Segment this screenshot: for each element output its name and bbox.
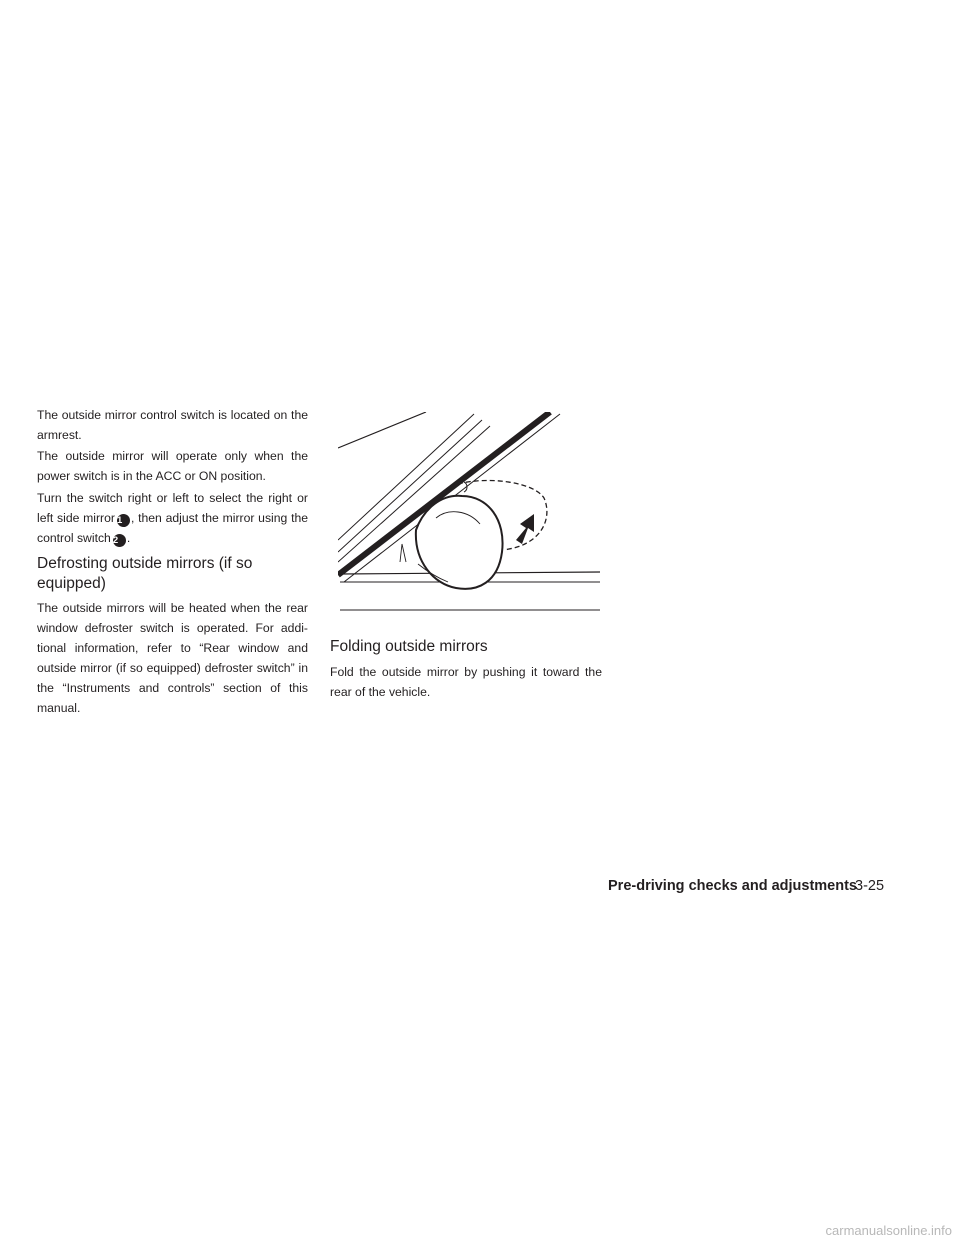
select-mirror-text-3: . [126,531,131,545]
paragraph-select-mirror [37,488,308,548]
select-mirror-text-1: Turn the switch right or left to select the right or left side mirror [37,491,308,525]
folding-mirror-illustration [338,412,600,614]
paragraph-power-condition: The outside mirror will operate only when the power switch is in the ACC or ON position. [37,449,308,483]
paragraph-folding: Fold the outside mirror by pushing it toward the rear of the vehicle. [330,665,602,699]
select-mirror-text-2: , then adjust the mirror using the control switch [37,511,309,545]
heading-folding-mirrors: Folding outside mirrors [330,638,488,655]
footer-page-number: 3-25 [855,878,885,894]
callout-1-icon: 1 [117,514,130,527]
heading-defrosting-mirrors: Defrosting outside mirrors (if so equipped) [37,555,253,592]
paragraph-defroster: The outside mirrors will be heated when the rear window defroster switch is operated. For addi-tional information, refer to “Rear window and outside mirror (if so equipped) defroster switch” in the “Instruments and controls” section of this manual. [37,601,308,715]
paragraph-switch-location: The outside mirror control switch is located on the armrest. [37,408,308,442]
watermark-text: carmanualsonline.info [825,1223,952,1238]
callout-2-icon: 2 [113,534,126,547]
footer-section-title: Pre-driving checks and adjustments [608,878,857,894]
